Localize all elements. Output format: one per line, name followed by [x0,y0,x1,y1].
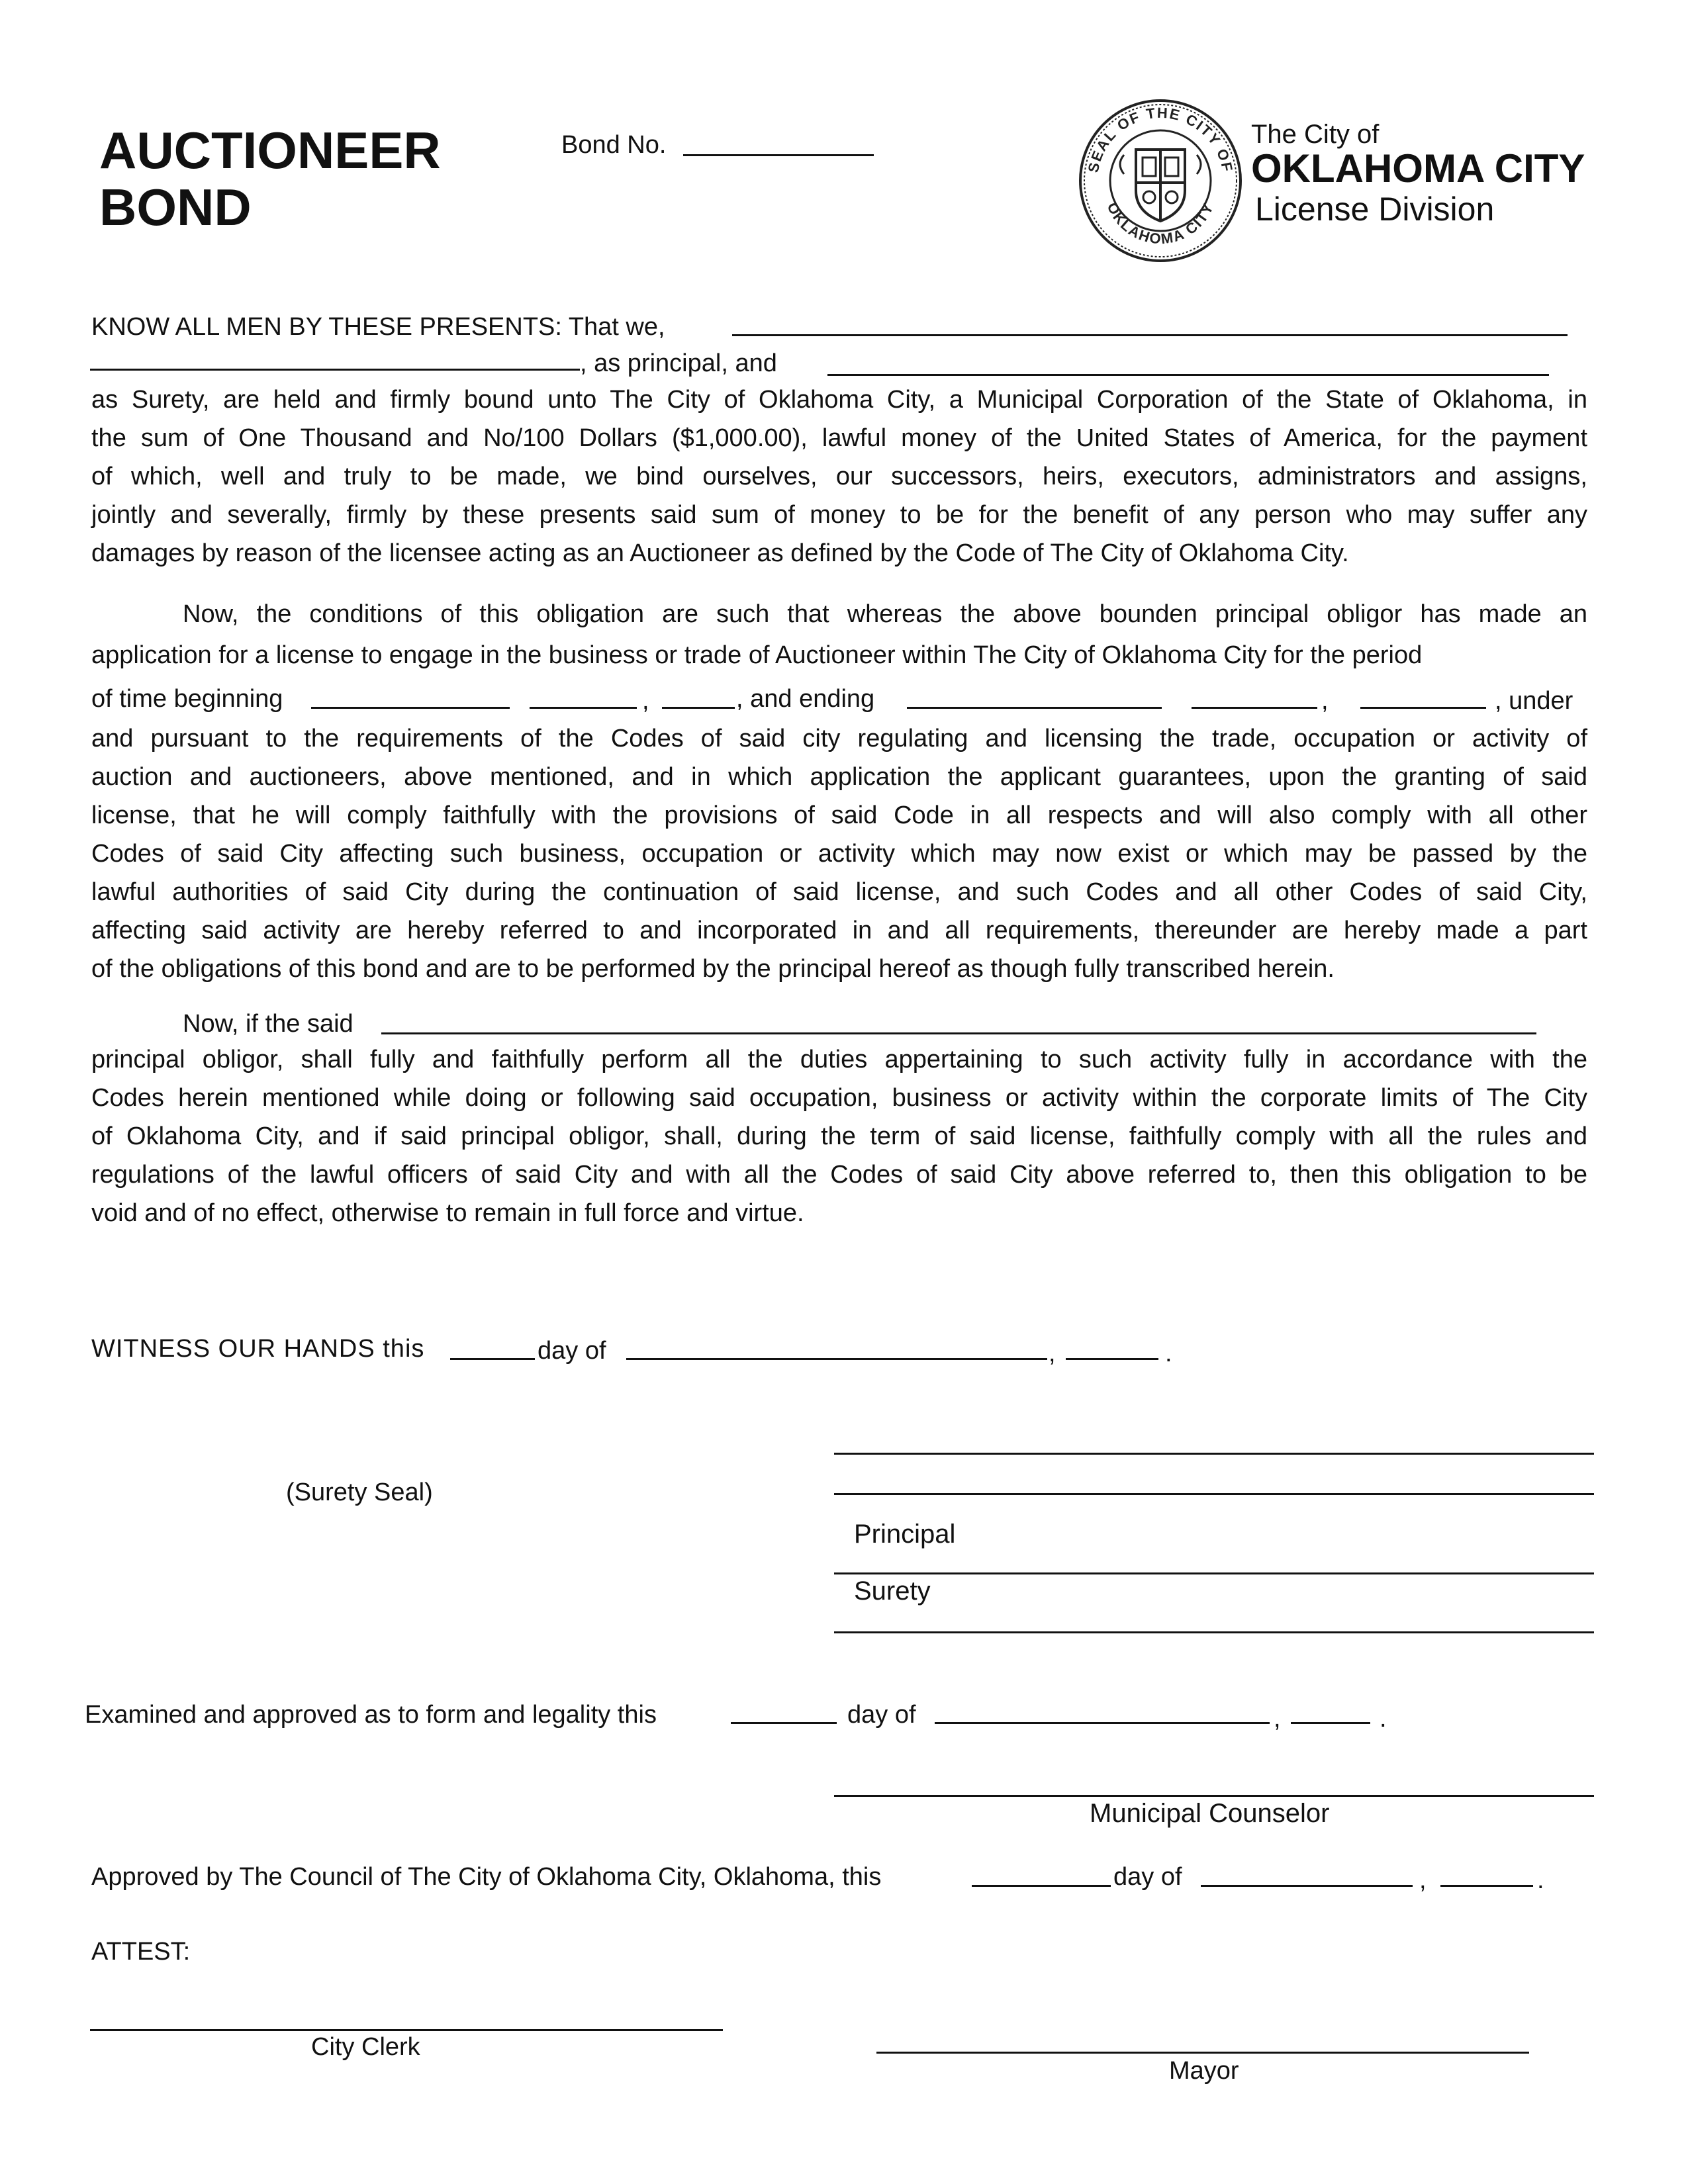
paragraph-2-line: affecting said activity are hereby referred to and incorporated in and all requirements, thereunder are hereby made a part [91,917,1587,944]
paragraph-3-last-line: void and of no effect, otherwise to remain in full force and virtue. [91,1199,804,1227]
counselor-label: Municipal Counselor [1090,1799,1330,1828]
examined-month-field[interactable] [935,1722,1270,1724]
council-label: Approved by The Council of The City of Oklahoma City, Oklahoma, this [91,1863,882,1891]
paragraph-2-line: Codes of said City affecting such business, occupation or activity which may now exist or which may be passed by the [91,840,1587,868]
principal-obligor-field[interactable] [381,1032,1536,1034]
paragraph-2-line: Now, the conditions of this obligation are such that whereas the above bounden principal obligor has made an [183,600,1587,628]
examined-comma: , [1274,1705,1281,1733]
paragraph-1-line: the sum of One Thousand and No/100 Dollars ($1,000.00), lawful money of the United States of America, for the payment [91,424,1587,452]
paragraph-2-line: license, that he will comply faithfully with the provisions of said Code in all respects and will also comply with all other [91,801,1587,829]
paragraph-2-line: lawful authorities of said City during the continuation of said license, and such Codes and all other Codes of said City, [91,878,1587,906]
mayor-label: Mayor [1169,2057,1239,2085]
document-title [99,122,441,236]
begin-year-field[interactable] [662,707,735,709]
begin-month-field[interactable] [311,707,510,709]
time-beginning-label: of time beginning [91,685,283,713]
city-of-text: The City of [1251,120,1380,149]
witness-month-field[interactable] [626,1358,1047,1360]
surety-seal-label: (Surety Seal) [286,1479,433,1506]
principal-signature-line-2[interactable] [834,1493,1594,1495]
council-month-field[interactable] [1201,1885,1413,1887]
end-day-field[interactable] [1192,707,1317,709]
paragraph-2-intro [91,594,1587,676]
begin-comma: , [642,687,649,715]
paragraph-1 [91,381,1587,572]
witness-day-of-label: day of [538,1337,606,1365]
title-line-1: AUCTIONEER [99,121,441,179]
end-year-field[interactable] [1360,707,1486,709]
paragraph-2-line: auction and auctioneers, above mentioned, and in which application the applicant guarantees, upon the granting of said [91,763,1587,791]
mayor-signature-line[interactable] [876,2052,1529,2054]
end-month-field[interactable] [907,707,1162,709]
bond-no-field[interactable] [683,154,874,156]
witness-comma: , [1049,1340,1056,1367]
paragraph-2-line: application for a license to engage in the business or trade of Auctioneer within The City of Oklahoma City for the period [91,641,1423,669]
seal-text-top: SEAL OF THE CITY OF [1084,104,1237,174]
council-day-of-label: day of [1113,1863,1182,1891]
council-day-field[interactable] [972,1885,1111,1887]
division-text: License Division [1255,191,1495,228]
attest-label: ATTEST: [91,1938,191,1966]
paragraph-2 [91,719,1587,988]
witness-period: . [1165,1340,1172,1367]
seal-text-bottom: OKLAHOMA CITY [1103,199,1217,248]
witness-year-field[interactable] [1066,1358,1158,1360]
bond-no-label: Bond No. [561,131,667,159]
council-comma: , [1419,1866,1427,1894]
examined-period: . [1380,1705,1387,1733]
paragraph-1-last-line: damages by reason of the licensee acting as an Auctioneer as defined by the Code of The City of Oklahoma City. [91,539,1349,567]
under-label: , under [1495,687,1573,715]
witness-label: WITNESS OUR HANDS this [91,1335,425,1363]
city-clerk-signature-line[interactable] [90,2029,723,2031]
principal-name-field-2[interactable] [90,369,580,371]
council-year-field[interactable] [1440,1885,1533,1887]
witness-day-field[interactable] [450,1358,535,1360]
surety-signature-line[interactable] [834,1572,1594,1574]
paragraph-3-line: principal obligor, shall fully and faithfully perform all the duties appertaining to such activity fully in accordance with the [91,1046,1587,1073]
paragraph-2-last-line: of the obligations of this bond and are to be performed by the principal hereof as though fully transcribed herein. [91,955,1335,983]
city-seal-icon [1078,98,1243,263]
now-if-the-said-label: Now, if the said [183,1010,353,1038]
know-all-men-text: KNOW ALL MEN BY THESE PRESENTS: That we, [91,313,665,341]
paragraph-3 [91,1040,1587,1232]
and-ending-label: , and ending [736,685,875,713]
principal-label: Principal [854,1520,956,1549]
end-comma: , [1321,687,1329,715]
paragraph-1-line: as Surety, are held and firmly bound unto The City of Oklahoma City, a Municipal Corporation of the State of Oklahoma, in [91,386,1587,414]
paragraph-2-line: and pursuant to the requirements of the Codes of said city regulating and licensing the trade, occupation or activity of [91,725,1587,752]
paragraph-3-line: Codes herein mentioned while doing or following said occupation, business or activity within the corporate limits of The City [91,1084,1587,1112]
council-period: . [1537,1866,1544,1894]
examined-day-field[interactable] [731,1722,837,1724]
examined-label: Examined and approved as to form and legality this [85,1701,657,1729]
paragraph-1-line: of which, well and truly to be made, we bind ourselves, our successors, heirs, executors, administrators and assigns, [91,463,1587,490]
surety-name-field[interactable] [827,374,1549,376]
city-logo-text [1251,120,1585,229]
examined-year-field[interactable] [1291,1722,1370,1724]
city-clerk-label: City Clerk [311,2033,420,2061]
principal-signature-line-1[interactable] [834,1453,1594,1455]
paragraph-3-line: regulations of the lawful officers of said City and with all the Codes of said City above referred to, then this obligation to be [91,1161,1587,1189]
begin-day-field[interactable] [530,707,637,709]
paragraph-1-line: jointly and severally, firmly by these presents said sum of money to be for the benefit of any person who may suffer any [91,501,1587,529]
examined-day-of-label: day of [847,1701,916,1729]
as-principal-text: , as principal, and [580,349,777,377]
principal-name-field[interactable] [732,334,1568,336]
city-seal-logo [1078,98,1243,263]
title-line-2: BOND [99,178,252,236]
city-name-text: OKLAHOMA CITY [1251,146,1585,191]
surety-signature-line-2[interactable] [834,1631,1594,1633]
paragraph-3-line: of Oklahoma City, and if said principal obligor, shall, during the term of said license, faithfully comply with all the rules and [91,1122,1587,1150]
surety-label: Surety [854,1576,931,1606]
counselor-signature-line[interactable] [834,1795,1594,1797]
